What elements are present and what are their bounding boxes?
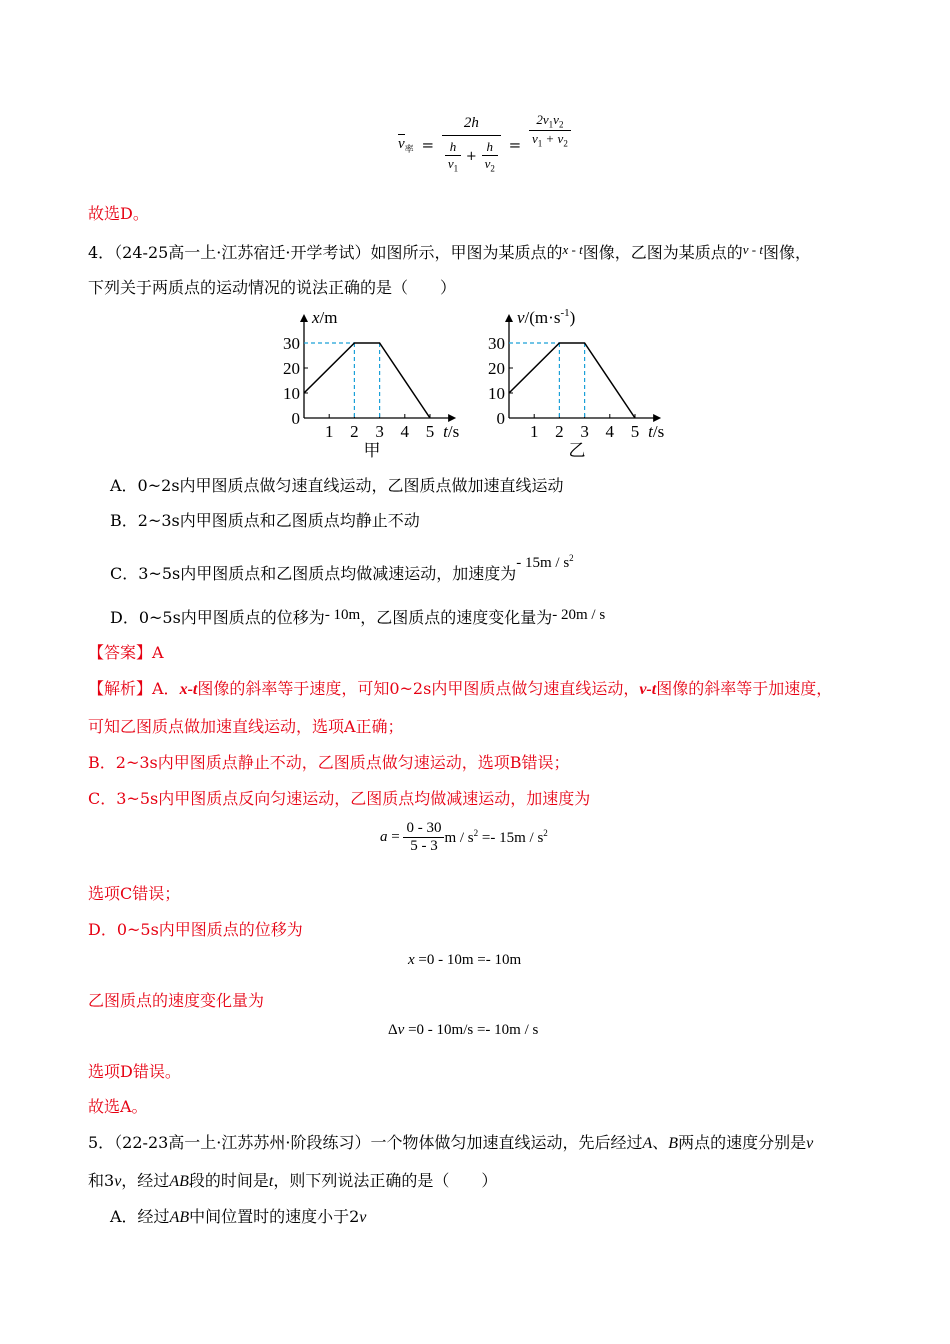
x-tick-label: 2 (350, 422, 359, 441)
y-axis-arrow (505, 314, 513, 322)
q4-analysis-d: D．0~5s内甲图质点的位移为 (88, 920, 303, 939)
q4-analysis-d-velocity: 乙图质点的速度变化量为 (88, 991, 265, 1010)
graph-yi (488, 307, 664, 460)
data-line (509, 343, 635, 418)
formula-lhs-var: v (398, 136, 405, 153)
q5-option-a: A．经过AB中间位置时的速度小于2v (110, 1207, 367, 1226)
x-tick-label: 5 (425, 422, 435, 441)
displacement-formula: x =0 - 10m =- 10m (408, 952, 522, 968)
frac2-den-v1: v (532, 130, 538, 146)
frac2-num-v2: v (553, 112, 559, 127)
frac1-num: 2h (463, 115, 479, 132)
acceleration-formula: a = $\frac{0 - 30}{5 - 3}$ $m / s^2 =- 15m / s^2$ (380, 820, 548, 854)
graph-caption: 乙 (568, 441, 586, 460)
x-tick-label: 1 (529, 422, 539, 441)
q4-analysis-c: C．3~5s内甲图质点反向匀速运动，乙图质点均做减速运动，加速度为 (88, 789, 591, 808)
x-tick-label: 2 (555, 422, 564, 441)
x-tick-label: 3 (580, 422, 589, 441)
prev-conclusion: 故选D。 (88, 204, 149, 223)
q4-stem-line2: 下列关于两质点的运动情况的说法正确的是（ ） (88, 278, 457, 297)
x-tick-label: 3 (375, 422, 384, 441)
q4-option-d-mid: ，乙图质点的速度变化量为 (360, 608, 553, 627)
frac1-den-b-sub: 2 (490, 163, 495, 174)
y-axis-label: $v/(m\cdot s^{-1})$ (517, 307, 576, 327)
q4-option-d (110, 608, 605, 629)
x-axis-label: t/s (648, 422, 665, 441)
y-tick-label: 30 (488, 334, 505, 353)
frac2-num-s1: 1 (548, 119, 554, 130)
q5-stem-line2: 和3v，经过AB段的时间是t，则下列说法正确的是（ ） (88, 1171, 498, 1190)
frac2-den-s2: 2 (563, 138, 568, 149)
x-axis-arrow (653, 414, 661, 422)
origin-label: 0 (291, 409, 300, 428)
q4-analysis-d-wrong: 选项D错误。 (88, 1062, 181, 1081)
origin-label: 0 (496, 409, 505, 428)
x-tick-label: 5 (630, 422, 640, 441)
graph-jia (283, 308, 459, 460)
average-speed-formula (398, 112, 571, 174)
data-line (304, 343, 430, 418)
formula-lhs-sub: 率 (404, 145, 414, 156)
q4-option-a: A．0~2s内甲图质点做匀速直线运动，乙图质点做加速直线运动 (110, 476, 564, 495)
y-tick-label: 30 (283, 334, 300, 353)
frac1-den-b-den: v (484, 156, 491, 172)
q4-option-d-text: D．0~5s内甲图质点的位移为 (110, 608, 325, 627)
q4-option-d-val2: - 20m / s (552, 607, 606, 623)
x-axis-label: t/s (443, 422, 460, 441)
q4-line1-post: 图像， (762, 243, 811, 262)
frac1-den-a-sub: 1 (453, 163, 459, 174)
frac2-num: 2v (536, 112, 549, 127)
formula-frac2 (529, 112, 571, 148)
frac1-den-b-num: h (486, 139, 493, 155)
y-axis-arrow (300, 314, 308, 322)
q4-option-d-val1: - 10m (324, 607, 361, 623)
frac1-den-a-num: h (449, 139, 457, 155)
q4-analysis-a-line1: 【解析】A．x-t图像的斜率等于速度，可知0~2s内甲图质点做匀速直线运动，v-t图像的斜率等于加速度， (88, 679, 833, 698)
q5-stem-line1: 5．（22-23高一上·江苏苏州·阶段练习）一个物体做匀加速直线运动，先后经过A、B两点的速度分别是v (88, 1133, 814, 1152)
q4-line1-mid: 图像，乙图为某质点的 (582, 243, 743, 262)
x-tick-label: 4 (605, 422, 615, 441)
frac1-plus: + (465, 149, 477, 165)
q4-option-b: B．2~3s内甲图质点和乙图质点均静止不动 (110, 511, 420, 530)
q4-vt-label: v - t (742, 242, 763, 257)
y-tick-label: 20 (283, 359, 300, 378)
q4-analysis-c-wrong: 选项C错误； (88, 884, 181, 903)
q4-stem-line1 (88, 240, 811, 263)
q4-answer: 【答案】A (88, 643, 164, 662)
q4-analysis-b: B．2~3s内甲图质点静止不动，乙图质点做匀速运动，选项B错误； (88, 753, 570, 772)
x-tick-label: 1 (324, 422, 334, 441)
frac2-den-plus: + v (545, 130, 564, 146)
frac2-num-s2: 2 (558, 119, 564, 130)
q4-option-c-text: C．3~5s内甲图质点和乙图质点均做减速运动，加速度为 (110, 564, 517, 583)
velocity-change-formula: Δv =0 - 10m/s =- 10m / s (388, 1022, 539, 1038)
formula-frac1 (442, 115, 501, 174)
q4-xt-label: x - t (562, 242, 583, 257)
q4-conclusion: 故选A。 (88, 1097, 148, 1116)
frac2-den-s1: 1 (537, 138, 543, 149)
q4-option-c (110, 553, 574, 585)
x-axis-arrow (448, 414, 456, 422)
q4-analysis-a-line2: 可知乙图质点做加速直线运动，选项A正确； (88, 717, 404, 736)
x-tick-label: 4 (400, 422, 410, 441)
formula-eq: = (421, 135, 435, 154)
y-tick-label: 20 (488, 359, 505, 378)
formula-eq-2: = (508, 135, 522, 154)
q4-graphs (270, 306, 700, 466)
frac1-den-a-den: v (447, 156, 454, 172)
y-tick-label: 10 (488, 384, 505, 403)
y-axis-label: x/m (312, 308, 338, 327)
graph-caption: 甲 (363, 441, 381, 460)
q4-line1-pre: 4．（24-25高一上·江苏宿迁·开学考试）如图所示，甲图为某质点的 (88, 243, 563, 262)
y-tick-label: 10 (283, 384, 300, 403)
q4-option-c-value: - $15m / s^2$ (516, 553, 574, 571)
